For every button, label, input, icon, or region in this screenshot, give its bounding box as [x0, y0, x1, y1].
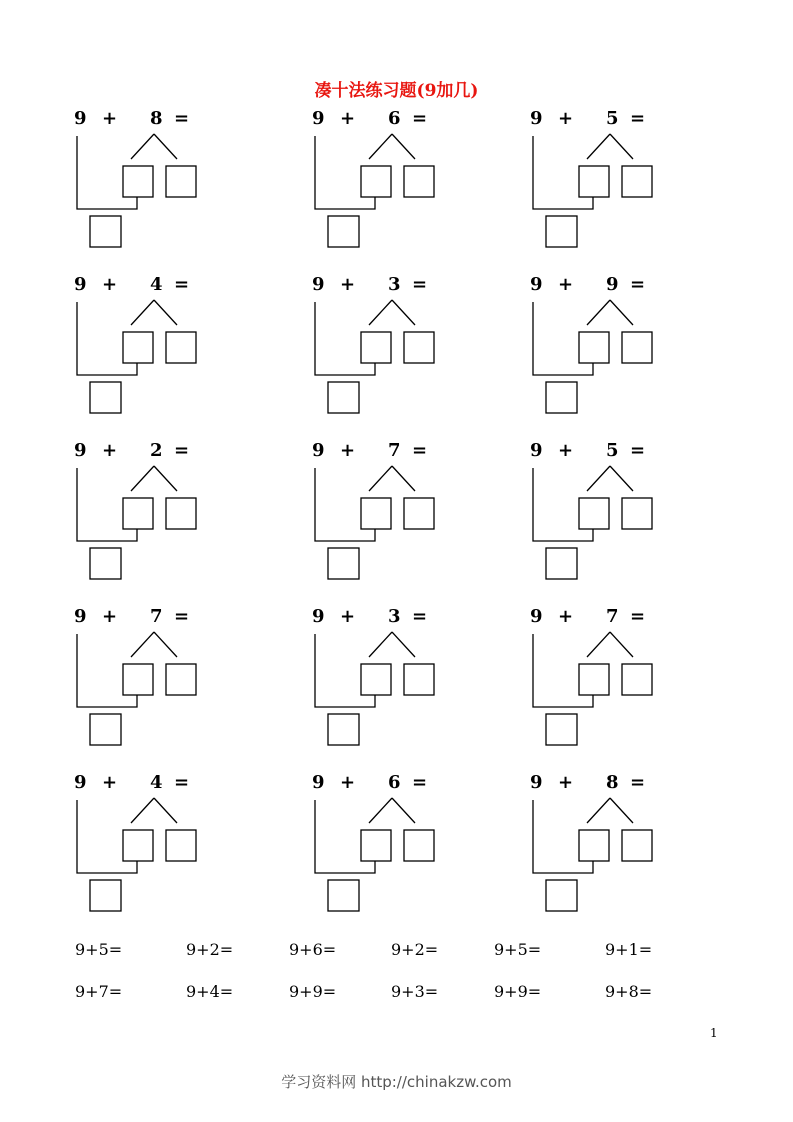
addend-a: 9 [312, 108, 325, 129]
problem-block [74, 772, 274, 912]
answer-box-ten[interactable] [90, 382, 121, 413]
answer-box-part1[interactable] [361, 498, 391, 529]
answer-box-part1[interactable] [361, 332, 391, 363]
drill-equation: 9+2= [186, 940, 234, 959]
problem-block [530, 274, 730, 414]
split-lines [369, 466, 415, 491]
equals-sign: = [630, 772, 646, 793]
addend-a: 9 [530, 772, 543, 793]
answer-box-part2[interactable] [166, 664, 196, 695]
split-lines [587, 798, 633, 823]
page-number: 1 [710, 1026, 718, 1040]
bracket-line [77, 634, 137, 707]
addend-a: 9 [74, 108, 87, 129]
bracket-line [533, 800, 593, 873]
answer-box-ten[interactable] [90, 548, 121, 579]
split-lines [369, 632, 415, 657]
answer-box-part2[interactable] [166, 332, 196, 363]
plus-sign: + [102, 606, 118, 627]
footer-watermark: 学习资料网 http://chinakzw.com [281, 1073, 512, 1091]
answer-box-ten[interactable] [328, 216, 359, 247]
plus-sign: + [340, 440, 356, 461]
addend-a: 9 [74, 606, 87, 627]
addend-b: 4 [150, 772, 163, 793]
drill-equation: 9+4= [186, 982, 234, 1001]
answer-box-part2[interactable] [166, 830, 196, 861]
addend-b: 7 [606, 606, 619, 627]
decomposition-diagram [530, 772, 730, 912]
answer-box-part2[interactable] [404, 498, 434, 529]
plus-sign: + [558, 772, 574, 793]
equals-sign: = [174, 606, 190, 627]
equals-sign: = [174, 108, 190, 129]
decomposition-diagram [74, 108, 274, 248]
answer-box-ten[interactable] [90, 216, 121, 247]
bracket-line [77, 800, 137, 873]
answer-box-part1[interactable] [579, 166, 609, 197]
addend-b: 5 [606, 108, 619, 129]
split-lines [587, 632, 633, 657]
plus-sign: + [102, 440, 118, 461]
problem-block [74, 108, 274, 248]
equals-sign: = [630, 274, 646, 295]
split-lines [131, 134, 177, 159]
addend-a: 9 [530, 274, 543, 295]
bracket-line [315, 468, 375, 541]
decomposition-diagram [74, 440, 274, 580]
answer-box-part1[interactable] [579, 332, 609, 363]
split-lines [587, 300, 633, 325]
bracket-line [77, 468, 137, 541]
decomposition-diagram [530, 440, 730, 580]
addend-a: 9 [530, 606, 543, 627]
addend-a: 9 [74, 274, 87, 295]
answer-box-part1[interactable] [123, 166, 153, 197]
answer-box-part2[interactable] [622, 830, 652, 861]
drill-equation: 9+6= [289, 940, 337, 959]
answer-box-ten[interactable] [90, 880, 121, 911]
addend-b: 7 [388, 440, 401, 461]
addend-b: 2 [150, 440, 163, 461]
equals-sign: = [412, 772, 428, 793]
decomposition-diagram [312, 440, 512, 580]
drill-equation: 9+7= [75, 982, 123, 1001]
equals-sign: = [630, 440, 646, 461]
answer-box-part1[interactable] [579, 498, 609, 529]
answer-box-part2[interactable] [166, 498, 196, 529]
plus-sign: + [340, 108, 356, 129]
equals-sign: = [174, 772, 190, 793]
addend-b: 8 [150, 108, 163, 129]
bracket-line [77, 302, 137, 375]
answer-box-part1[interactable] [123, 830, 153, 861]
drill-equation: 9+2= [391, 940, 439, 959]
answer-box-ten[interactable] [546, 714, 577, 745]
split-lines [369, 300, 415, 325]
answer-box-part1[interactable] [579, 830, 609, 861]
plus-sign: + [558, 108, 574, 129]
decomposition-diagram [530, 108, 730, 248]
split-lines [131, 632, 177, 657]
addend-a: 9 [530, 108, 543, 129]
addend-b: 8 [606, 772, 619, 793]
answer-box-part2[interactable] [622, 498, 652, 529]
answer-box-part1[interactable] [123, 664, 153, 695]
plus-sign: + [340, 772, 356, 793]
problem-block [74, 440, 274, 580]
equals-sign: = [412, 606, 428, 627]
addend-a: 9 [530, 440, 543, 461]
plus-sign: + [102, 274, 118, 295]
addend-a: 9 [312, 606, 325, 627]
split-lines [131, 300, 177, 325]
decomposition-diagram [74, 606, 274, 746]
split-lines [131, 466, 177, 491]
equals-sign: = [412, 108, 428, 129]
addend-a: 9 [312, 274, 325, 295]
page-title: 凑十法练习题(9加几) [314, 81, 479, 101]
split-lines [369, 134, 415, 159]
problem-block [312, 440, 512, 580]
addend-b: 4 [150, 274, 163, 295]
equals-sign: = [412, 274, 428, 295]
plus-sign: + [558, 274, 574, 295]
plus-sign: + [558, 606, 574, 627]
addend-a: 9 [312, 772, 325, 793]
decomposition-diagram [530, 274, 730, 414]
plus-sign: + [102, 772, 118, 793]
answer-box-part2[interactable] [404, 830, 434, 861]
decomposition-diagram [312, 274, 512, 414]
bracket-line [533, 634, 593, 707]
answer-box-part2[interactable] [622, 332, 652, 363]
answer-box-part1[interactable] [361, 664, 391, 695]
answer-box-ten[interactable] [546, 880, 577, 911]
decomposition-diagram [312, 772, 512, 912]
addend-b: 5 [606, 440, 619, 461]
answer-box-part2[interactable] [404, 332, 434, 363]
problem-block [74, 606, 274, 746]
answer-box-ten[interactable] [328, 548, 359, 579]
answer-box-part2[interactable] [622, 166, 652, 197]
addend-a: 9 [74, 772, 87, 793]
drill-equation: 9+1= [605, 940, 653, 959]
split-lines [369, 798, 415, 823]
addend-b: 3 [388, 606, 401, 627]
split-lines [131, 798, 177, 823]
equals-sign: = [630, 606, 646, 627]
bracket-line [315, 136, 375, 209]
drill-equation: 9+5= [494, 940, 542, 959]
problem-block [530, 440, 730, 580]
plus-sign: + [340, 274, 356, 295]
problem-block [312, 274, 512, 414]
problem-block [312, 606, 512, 746]
answer-box-part1[interactable] [123, 498, 153, 529]
bracket-line [315, 800, 375, 873]
answer-box-ten[interactable] [328, 382, 359, 413]
answer-box-part1[interactable] [579, 664, 609, 695]
answer-box-ten[interactable] [546, 382, 577, 413]
addend-b: 9 [606, 274, 619, 295]
problem-block [530, 606, 730, 746]
drill-equation: 9+3= [391, 982, 439, 1001]
answer-box-ten[interactable] [90, 714, 121, 745]
equals-sign: = [412, 440, 428, 461]
plus-sign: + [102, 108, 118, 129]
decomposition-diagram [312, 606, 512, 746]
answer-box-part2[interactable] [404, 664, 434, 695]
bracket-line [533, 136, 593, 209]
answer-box-part2[interactable] [166, 166, 196, 197]
decomposition-diagram [530, 606, 730, 746]
answer-box-part1[interactable] [361, 166, 391, 197]
decomposition-diagram [74, 772, 274, 912]
answer-box-part1[interactable] [361, 830, 391, 861]
answer-box-ten[interactable] [546, 216, 577, 247]
decomposition-diagram [74, 274, 274, 414]
answer-box-part2[interactable] [404, 166, 434, 197]
drill-equation: 9+8= [605, 982, 653, 1001]
plus-sign: + [340, 606, 356, 627]
equals-sign: = [174, 274, 190, 295]
bracket-line [77, 136, 137, 209]
answer-box-part1[interactable] [123, 332, 153, 363]
problem-block [312, 772, 512, 912]
equals-sign: = [630, 108, 646, 129]
split-lines [587, 134, 633, 159]
problem-block [530, 772, 730, 912]
answer-box-ten[interactable] [546, 548, 577, 579]
drill-equation: 9+5= [75, 940, 123, 959]
bracket-line [533, 302, 593, 375]
problem-block [312, 108, 512, 248]
answer-box-ten[interactable] [328, 714, 359, 745]
bracket-line [533, 468, 593, 541]
decomposition-diagram [312, 108, 512, 248]
addend-b: 7 [150, 606, 163, 627]
addend-b: 6 [388, 772, 401, 793]
bracket-line [315, 302, 375, 375]
bracket-line [315, 634, 375, 707]
drill-equation: 9+9= [494, 982, 542, 1001]
problem-block [530, 108, 730, 248]
problem-block [74, 274, 274, 414]
equals-sign: = [174, 440, 190, 461]
addend-a: 9 [312, 440, 325, 461]
answer-box-ten[interactable] [328, 880, 359, 911]
drill-equation: 9+9= [289, 982, 337, 1001]
addend-a: 9 [74, 440, 87, 461]
split-lines [587, 466, 633, 491]
answer-box-part2[interactable] [622, 664, 652, 695]
plus-sign: + [558, 440, 574, 461]
addend-b: 6 [388, 108, 401, 129]
addend-b: 3 [388, 274, 401, 295]
